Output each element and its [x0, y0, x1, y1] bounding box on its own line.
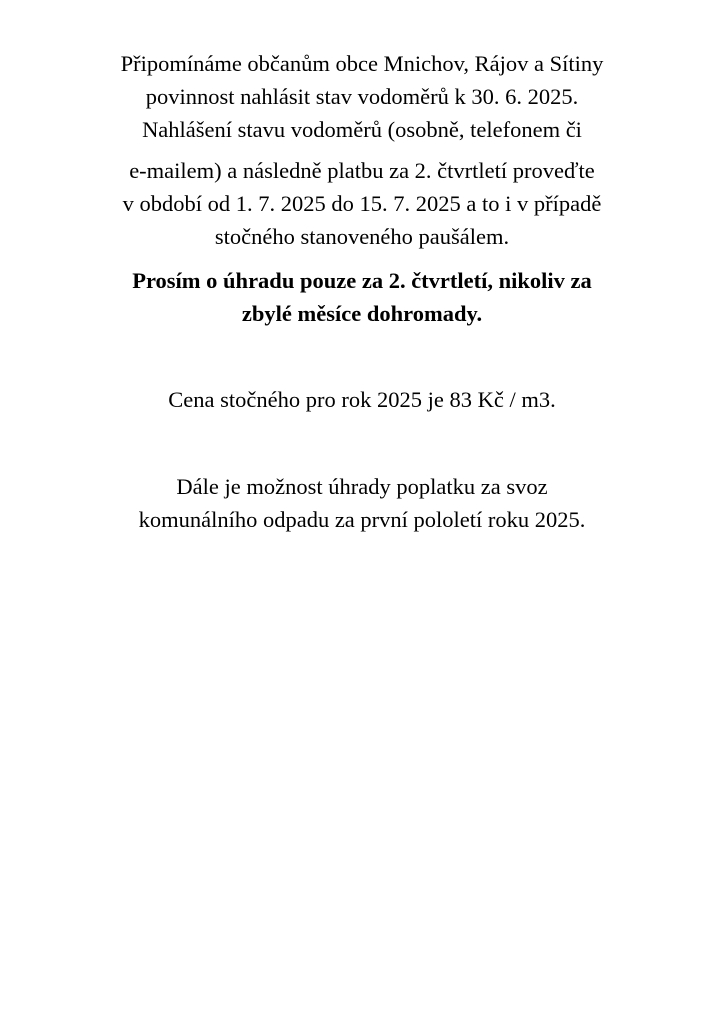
- payment-note-line-1: Prosím o úhradu pouze za 2. čtvrtletí, nikoliv za: [132, 268, 592, 293]
- waste-fee-line-1: Dále je možnost úhrady poplatku za svoz: [176, 474, 548, 499]
- waste-fee-line-2: komunálního odpadu za první pololetí roku 2025.: [138, 507, 586, 532]
- payment-note-line-2: zbylé měsíce dohromady.: [241, 301, 483, 326]
- price-line: Cena stočného pro rok 2025 je 83 Kč / m3.: [168, 387, 556, 412]
- notice-line-6: stočného stanoveného paušálem.: [214, 224, 510, 249]
- notice-line-5: v období od 1. 7. 2025 do 15. 7. 2025 a to i v případě: [122, 191, 602, 216]
- notice-line-3: Nahlášení stavu vodoměrů (osobně, telefonem či: [142, 117, 582, 142]
- notice-line-4: e-mailem) a následně platbu za 2. čtvrtletí proveďte: [129, 158, 595, 183]
- notice-line-1: Připomínáme občanům obce Mnichov, Rájov a Sítiny: [120, 51, 604, 76]
- notice-line-2: povinnost nahlásit stav vodoměrů k 30. 6. 2025.: [145, 84, 579, 109]
